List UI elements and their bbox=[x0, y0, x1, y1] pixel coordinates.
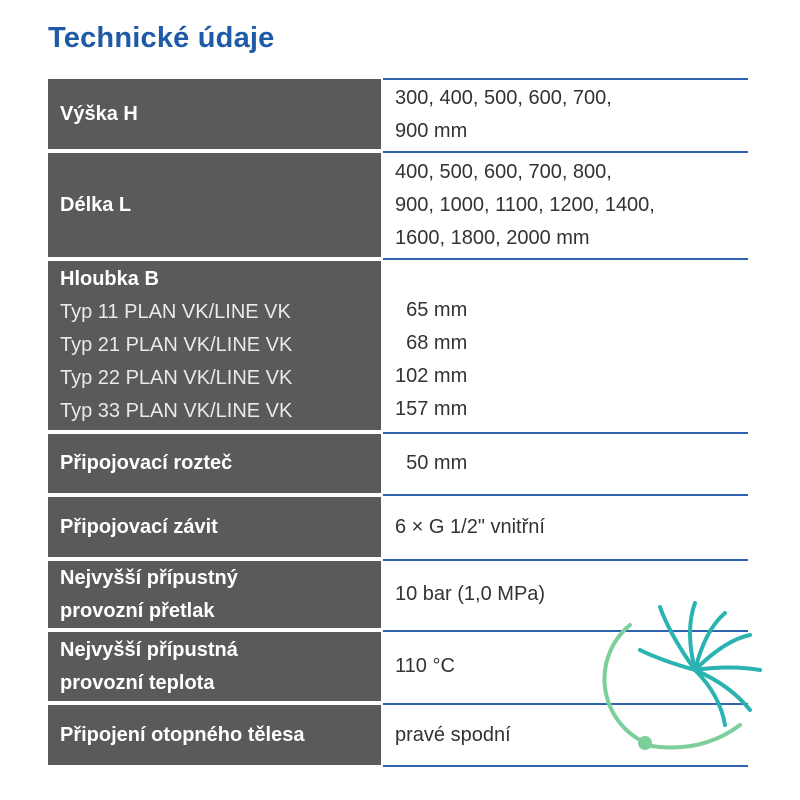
sublabel-type: Typ 22 PLAN VK/LINE VK bbox=[60, 367, 293, 389]
label-cell-thread bbox=[48, 497, 381, 557]
row-rule bbox=[383, 258, 748, 260]
value-line: 50 mm bbox=[395, 452, 468, 474]
value-line: 10 bar (1,0 MPa) bbox=[395, 583, 546, 605]
page-title: Technické údaje bbox=[48, 22, 275, 54]
value-line: 68 mm bbox=[395, 332, 468, 354]
label-cell-depth bbox=[48, 261, 381, 430]
value-line: 900 mm bbox=[395, 120, 468, 142]
sublabel-type: Typ 21 PLAN VK/LINE VK bbox=[60, 334, 293, 356]
value-cell-length bbox=[383, 153, 748, 257]
value-line: 1600, 1800, 2000 mm bbox=[395, 226, 590, 249]
label-length: Délka L bbox=[60, 193, 132, 216]
value-line: 6 × G 1/2" vnitřní bbox=[395, 515, 545, 538]
value-cell-depth bbox=[383, 261, 748, 430]
label-cell-connection bbox=[48, 705, 381, 765]
value-line: pravé spodní bbox=[395, 723, 511, 746]
label-cell-max-pressure bbox=[48, 561, 381, 628]
value-cell-height bbox=[383, 80, 748, 150]
sublabel-type: Typ 33 PLAN VK/LINE VK bbox=[60, 400, 293, 422]
label-cell-max-temperature bbox=[48, 632, 381, 701]
value-line: 300, 400, 500, 600, 700, bbox=[395, 87, 612, 109]
row-rule bbox=[383, 765, 748, 767]
value-cell-thread bbox=[383, 497, 748, 557]
decorative-logo-icon bbox=[600, 595, 770, 765]
label-max-pressure-line: Nejvyšší přípustný bbox=[60, 566, 238, 589]
sublabel-type: Typ 11 PLAN VK/LINE VK bbox=[60, 301, 291, 323]
label-height: Výška H bbox=[60, 102, 138, 125]
row-rule bbox=[383, 494, 748, 496]
label-spacing: Připojovací rozteč bbox=[60, 452, 233, 474]
value-line: 400, 500, 600, 700, 800, bbox=[395, 160, 612, 183]
value-line: 157 mm bbox=[395, 398, 468, 420]
value-cell-spacing bbox=[383, 434, 748, 493]
value-line bbox=[395, 261, 748, 294]
label-cell-length bbox=[48, 153, 381, 257]
label-max-pressure-line: provozní přetlak bbox=[60, 599, 215, 622]
label-thread: Připojovací závit bbox=[60, 515, 218, 538]
value-line: 65 mm bbox=[395, 299, 468, 321]
value-line: 102 mm bbox=[395, 365, 468, 387]
label-max-temperature-line: Nejvyšší přípustná bbox=[60, 638, 238, 661]
label-depth: Hloubka B bbox=[60, 268, 159, 290]
value-line: 110 °C bbox=[395, 655, 455, 677]
label-cell-spacing bbox=[48, 434, 381, 493]
value-line: 900, 1000, 1100, 1200, 1400, bbox=[395, 193, 655, 216]
label-max-temperature-line: provozní teplota bbox=[60, 671, 215, 694]
label-cell-height bbox=[48, 79, 381, 149]
label-connection: Připojení otopného tělesa bbox=[60, 723, 305, 746]
